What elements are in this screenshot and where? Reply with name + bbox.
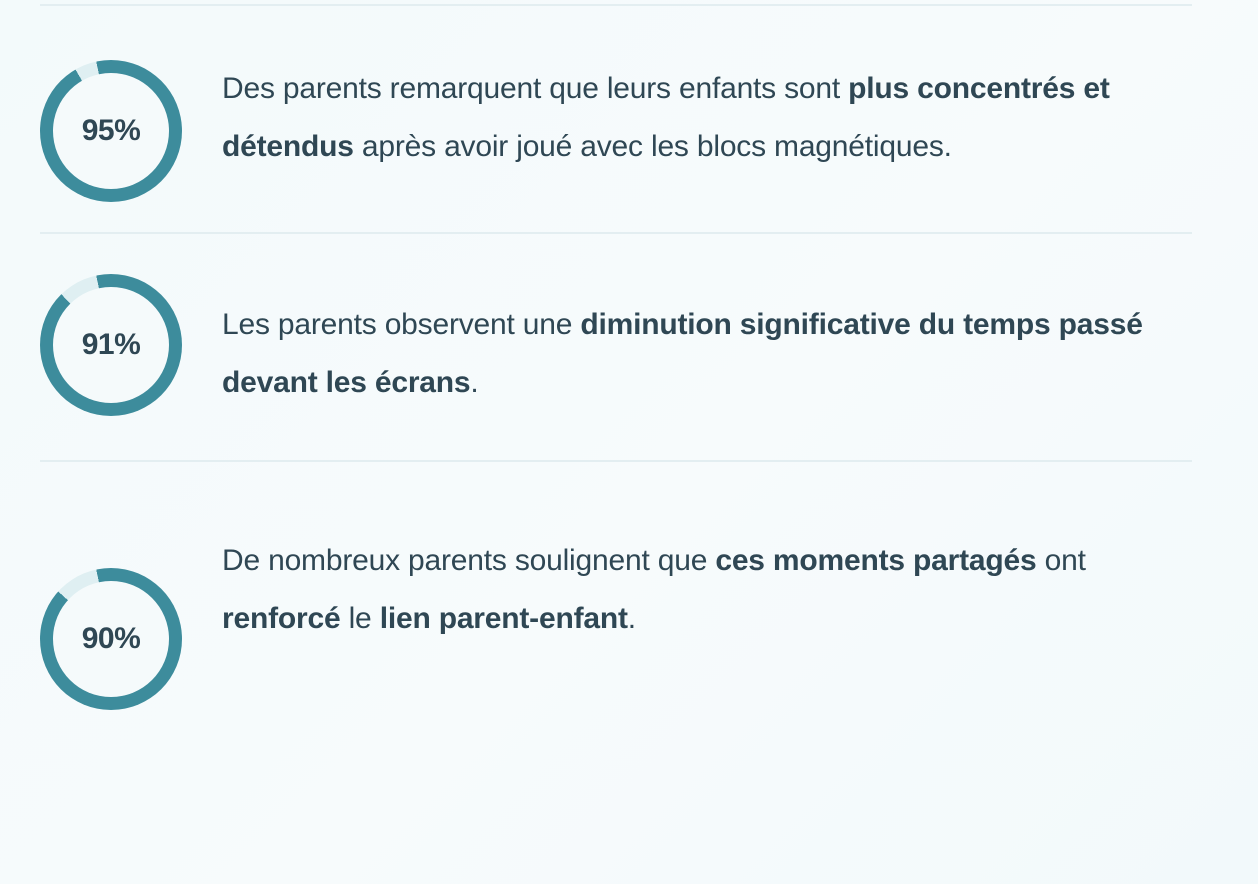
donut-percent-label: 91% xyxy=(81,328,141,361)
stat-row xyxy=(40,460,1192,750)
stat-text: Des parents remarquent que leurs enfants sont plus concentrés et détendus après avoir joué avec les blocs magnétiques. xyxy=(222,72,1110,163)
donut xyxy=(40,274,182,416)
donut-percent-label: 95% xyxy=(81,114,141,147)
stat-text: Les parents observent une diminution significative du temps passé devant les écrans. xyxy=(222,308,1143,399)
donut xyxy=(40,60,182,202)
donut-chart-90 xyxy=(40,532,182,710)
stat-text: De nombreux parents soulignent que ces moments partagés ont renforcé le lien parent-enfant. xyxy=(222,544,1086,635)
donut-chart-95 xyxy=(40,60,182,202)
stat-row xyxy=(40,232,1192,460)
stat-row xyxy=(40,6,1192,232)
donut-chart-91 xyxy=(40,274,182,416)
donut-percent-label: 90% xyxy=(81,622,141,655)
stat-list xyxy=(40,6,1192,750)
donut xyxy=(40,568,182,710)
